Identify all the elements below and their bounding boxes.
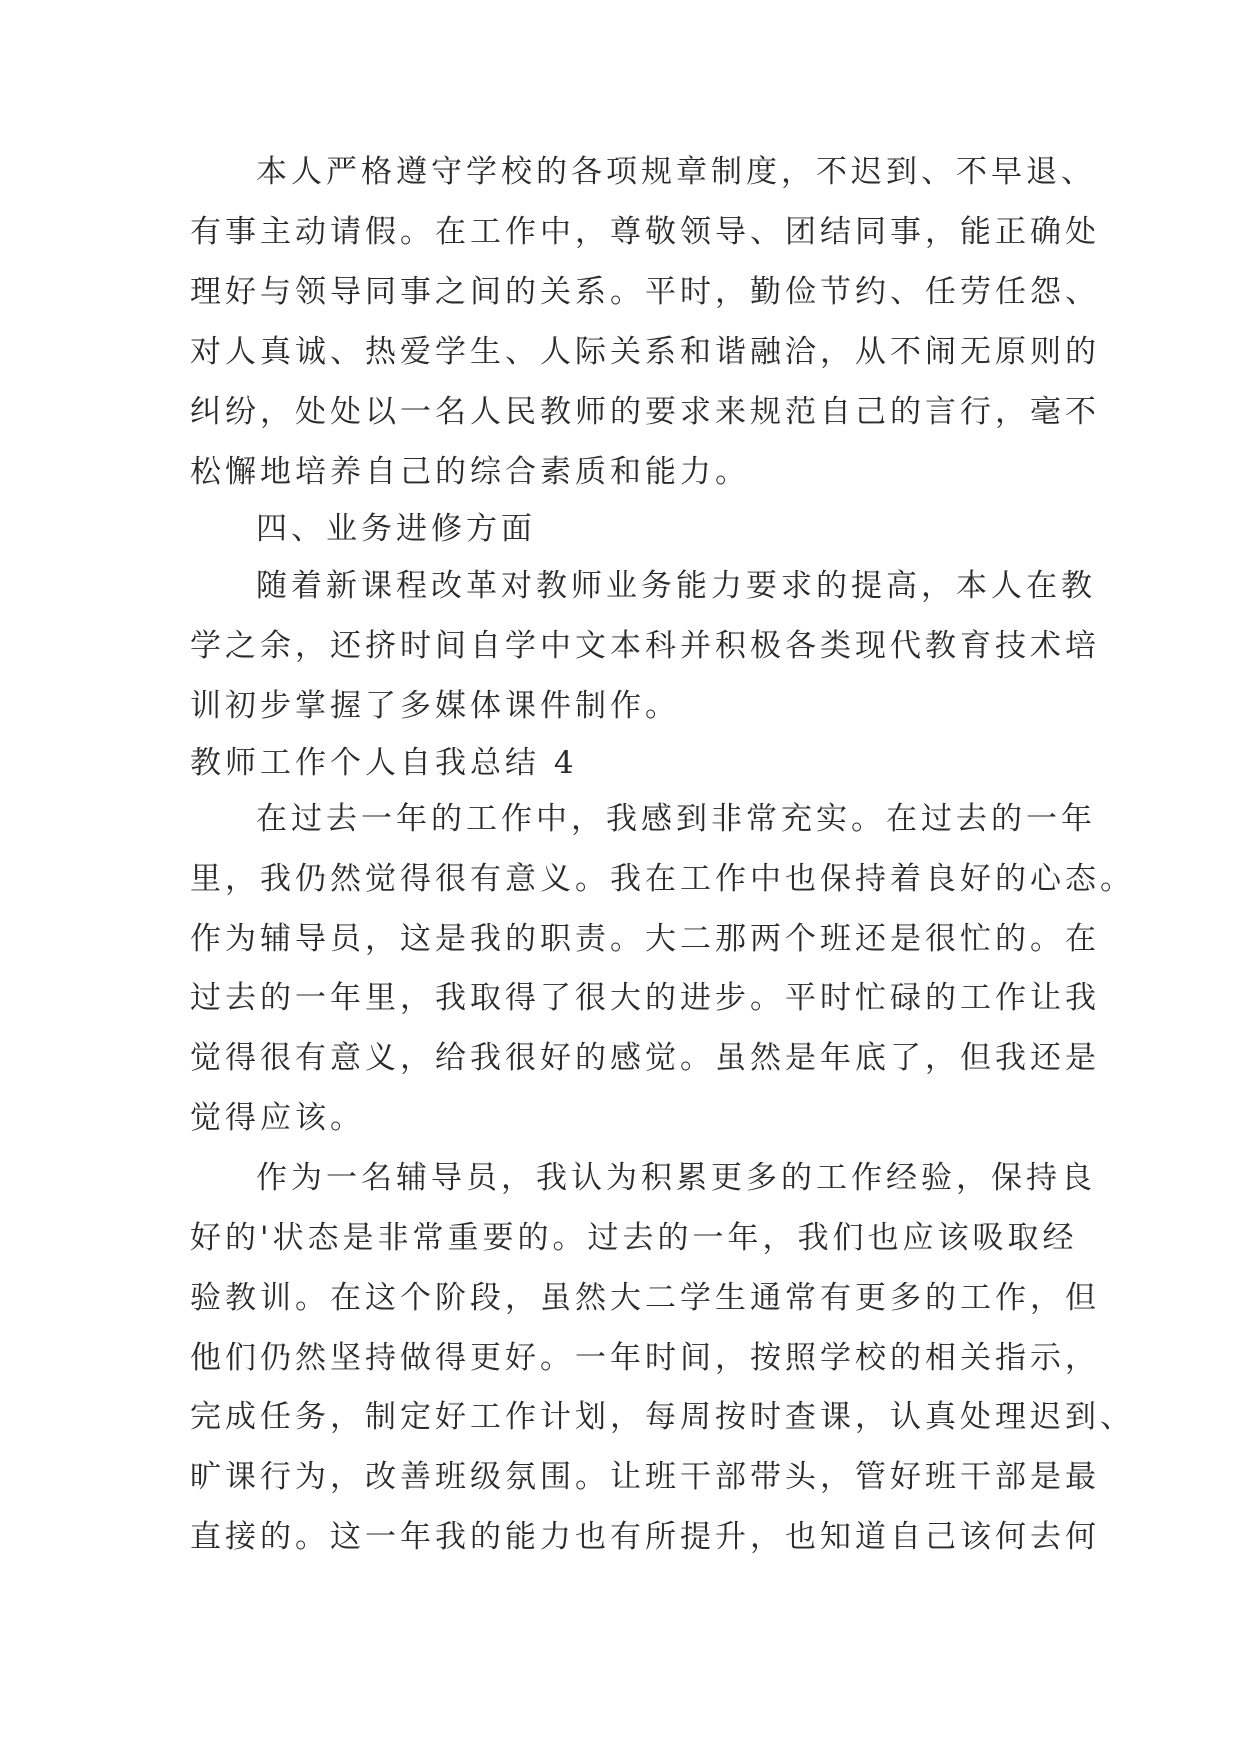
text-line: 对人真诚、热爱学生、人际关系和谐融洽，从不闹无原则的 xyxy=(190,334,1100,370)
text-line: 训初步掌握了多媒体课件制作。 xyxy=(190,688,680,724)
text-line: 里，我仍然觉得很有意义。我在工作中也保持着良好的心态。 xyxy=(190,861,1135,897)
text-line: 本人严格遵守学校的各项规章制度，不迟到、不早退、 xyxy=(256,154,1096,190)
section-heading: 四、业务进修方面 xyxy=(256,511,536,547)
text-line: 完成任务，制定好工作计划，每周按时查课，认真处理迟到、 xyxy=(190,1399,1135,1435)
text-line: 他们仍然坚持做得更好。一年时间，按照学校的相关指示， xyxy=(190,1340,1100,1376)
text-line: 直接的。这一年我的能力也有所提升，也知道自己该何去何 xyxy=(190,1519,1100,1555)
text-line: 理好与领导同事之间的关系。平时，勤俭节约、任劳任怨、 xyxy=(190,274,1100,310)
text-line: 觉得应该。 xyxy=(190,1100,365,1136)
text-line: 纠纷，处处以一名人民教师的要求来规范自己的言行，毫不 xyxy=(190,394,1100,430)
text-line: 验教训。在这个阶段，虽然大二学生通常有更多的工作，但 xyxy=(190,1280,1100,1316)
text-line: 有事主动请假。在工作中，尊敬领导、团结同事，能正确处 xyxy=(190,214,1100,250)
text-line: 旷课行为，改善班级氛围。让班干部带头，管好班干部是最 xyxy=(190,1459,1100,1495)
text-line: 好的'状态是非常重要的。过去的一年，我们也应该吸取经 xyxy=(190,1220,1078,1256)
text-line: 觉得很有意义，给我很好的感觉。虽然是年底了，但我还是 xyxy=(190,1040,1100,1076)
text-line: 随着新课程改革对教师业务能力要求的提高，本人在教 xyxy=(256,568,1096,604)
document-title: 教师工作个人自我总结 4 xyxy=(190,745,578,781)
text-line: 松懈地培养自己的综合素质和能力。 xyxy=(190,454,750,490)
text-line: 过去的一年里，我取得了很大的进步。平时忙碌的工作让我 xyxy=(190,980,1100,1016)
text-line: 作为一名辅导员，我认为积累更多的工作经验，保持良 xyxy=(256,1160,1096,1196)
text-line: 作为辅导员，这是我的职责。大二那两个班还是很忙的。在 xyxy=(190,921,1100,957)
text-line: 在过去一年的工作中，我感到非常充实。在过去的一年 xyxy=(256,801,1096,837)
text-line: 学之余，还挤时间自学中文本科并积极各类现代教育技术培 xyxy=(190,628,1100,664)
